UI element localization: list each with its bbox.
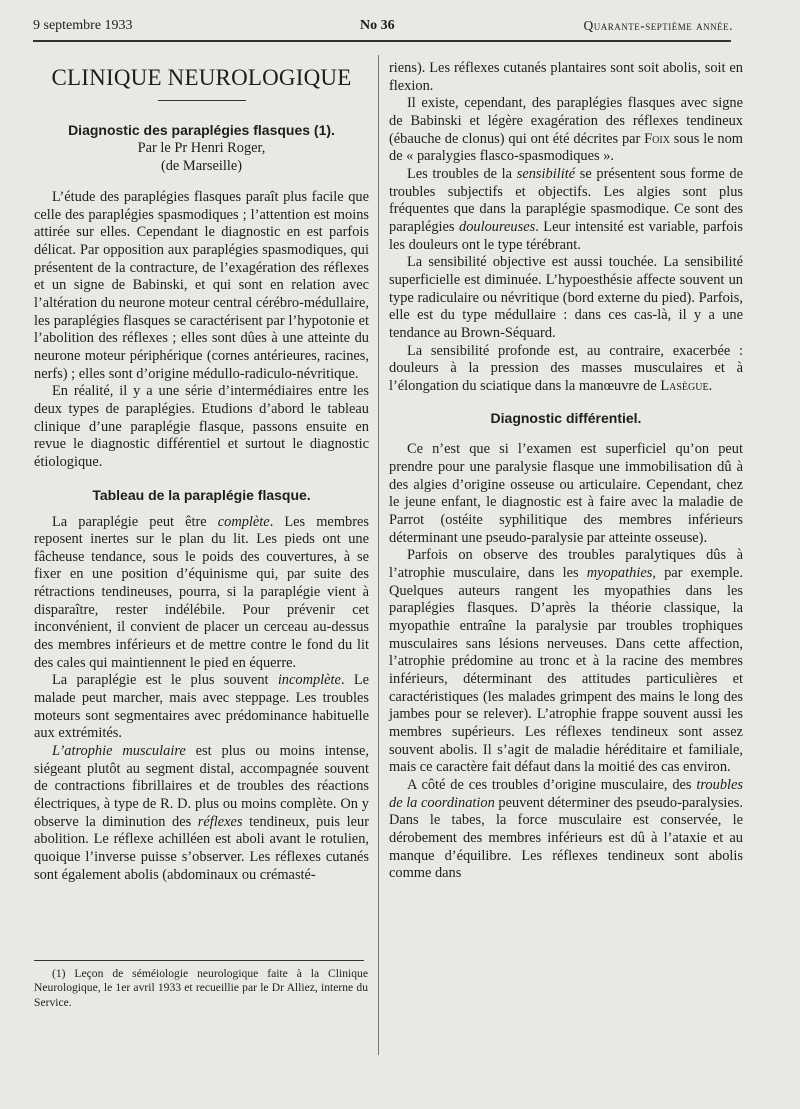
section-heading: Diagnostic différentiel.	[490, 410, 642, 427]
paragraph: En réalité, il y a une série d’intermédiaires entre les deux types de paraplégies. Etudions d’abord le tableau clinique d’une paraplégie flasque, passons ensuite en revue le diagnostic différentiel et surtout le diagnostic étiologique.	[34, 383, 369, 470]
article-heading: Diagnostic des paraplégies flasques (1).	[68, 122, 335, 138]
right-column	[389, 60, 743, 883]
author-affiliation: (de Marseille)	[160, 158, 243, 174]
paragraph: Les troubles de la sensibilité se présentent sous forme de troubles subjectifs et objectifs. Les algies sont plus fréquentes que dans la paraplégie spasmodique. Ce sont des paraplégies douloureuses. Leur intensité est variable, parfois les douleurs ont le type térébrant.	[389, 165, 743, 253]
header-rule	[33, 40, 731, 42]
footnote-text: (1) Leçon de séméiologie neurologique faite à la Clinique Neurologique, le 1er avril 1933 et recueillie par le Dr Alliez, interne du Service.	[34, 967, 368, 1009]
paragraph: riens). Les réflexes cutanés plantaires sont soit abolis, soit en flexion.	[389, 60, 743, 94]
title-rule	[158, 100, 246, 101]
paragraph: L’atrophie musculaire est plus ou moins intense, siégeant plutôt au segment distal, accompagnée souvent de contractions fibrillaires et de troubles des réactions électriques, à type de R. D. plus ou moins complète. On y observe la diminution des réflexes tendineux, puis leur abolition. Le réflexe achilléen est aboli avant le rotulien, quoique l’inverse puisse s’observer. Les réflexes cutanés sont également abolis (abdominaux ou crémasté-	[34, 743, 369, 883]
column-divider	[378, 55, 379, 1055]
author-name: Par le Pr Henri Roger,	[137, 140, 266, 156]
section-heading: Tableau de la paraplégie flasque.	[92, 486, 311, 503]
paragraph: Parfois on observe des troubles paralytiques dûs à l’atrophie musculaire, dans les myopathies, par exemple. Quelques auteurs rangent les myopathies dans les paraplégies flasques. D’après la théorie classique, la myopathie entraîne la paralysie par troubles trophiques musculaires sans lésions nerveuses. Dans cette affection, l’atrophie prédomine au tronc et à la racine des membres inférieurs, déterminant des attitudes particulières et caractéristiques (les malades grimpent des mains le long des jambes pour se relever). L’atrophie frappe souvent aussi les membres supérieurs. Les réflexes tendineux sont assez souvent abolis. Il s’agit de maladie héréditaire et familiale, mais ce caractère fait défaut dans la moitié des cas environ.	[389, 547, 743, 776]
paragraph: La paraplégie peut être complète. Les membres reposent inertes sur le plan du lit. Les pieds ont une fâcheuse tendance, sous le poids des couvertures, à se fixer en une position d’équinisme qui, par suite des rétractions tendineuses, pourra, si la paraplégie vient à disparaître, rester indélébile. Pour prévenir cet inconvénient, il convient de placer un cerceau au-dessus des membres inférieurs et de mettre contre le fond du lit des cales qui maintiennent le pied en équerre.	[34, 513, 369, 671]
issue-date: 9 septembre 1933	[33, 18, 133, 33]
paragraph: L’étude des paraplégies flasques paraît plus facile que celle des paraplégies spasmodiques ; l’attention est moins attirée sur elles. Cependant le diagnostic en est parfois délicat. Par opposition aux paraplégies spasmodiques, qui présentent de la contracture, de l’exagération des réflexes et un signe de Babinski, et qui sont en relation avec l’altération du neurone moteur central cérébro-médullaire, les paraplégies flasques se caractérisent par l’hypotonie et l’abolition des réflexes ; elles sont dûes à une atteinte du neurone moteur périphérique (cornes antérieures, racines, nerfs) ; elles sont d’origine médullo-radiculo-névritique.	[34, 189, 369, 382]
issue-number: No 36	[360, 18, 395, 33]
paragraph: Il existe, cependant, des paraplégies flasques avec signe de Babinski et légère exagération des réflexes tendineux (ébauche de clonus) qui ont été décrites par Foix sous le nom de « paralygies flasco-spasmodiques ».	[389, 95, 743, 165]
section-title: CLINIQUE NEUROLOGIQUE	[51, 65, 352, 90]
paragraph: La paraplégie est le plus souvent incomplète. Le malade peut marcher, mais avec steppage. Les troubles moteurs sont segmentaires avec prédominance habituelle aux extrémités.	[34, 672, 369, 742]
footnote-rule	[34, 960, 364, 961]
paragraph: La sensibilité objective est aussi touchée. La sensibilité superficielle est diminuée. L’hypoesthésie affecte souvent un type radiculaire ou névritique (bord externe du pied). Parfois, elle est du type médullaire : dans ces cas-là, il y a une tendance au Brown-Séquard.	[389, 254, 743, 341]
author-line	[34, 139, 369, 157]
paragraph: Ce n’est que si l’examen est superficiel qu’on peut prendre pour une paralysie flasque une immobilisation dû à des algies d’origine osseuse ou articulaire. Cependant, chez le jeune enfant, le diagnostic est à faire avec la maladie de Parrot (ostéite syphilitique des membres inférieurs déterminant une pseudo-paralysie par atteinte osseuse).	[389, 441, 743, 546]
footnote	[34, 967, 368, 1010]
left-column	[34, 60, 369, 884]
paragraph: La sensibilité profonde est, au contraire, exacerbée : douleurs à la pression des masses musculaires et à l’élongation du sciatique dans la manœuvre de Lasègue.	[389, 342, 743, 394]
paragraph: A côté de ces troubles d’origine musculaire, des troubles de la coordination peuvent déterminer des pseudo-paralysies. Dans le tabes, la force musculaire est conservée, le dérobement des membres inférieurs est dû à l’ataxie et au manque d’équilibre. Les réflexes tendineux sont abolis comme dans	[389, 776, 743, 882]
page-header	[33, 14, 733, 38]
volume-year: Quarante-septième année.	[583, 18, 733, 33]
